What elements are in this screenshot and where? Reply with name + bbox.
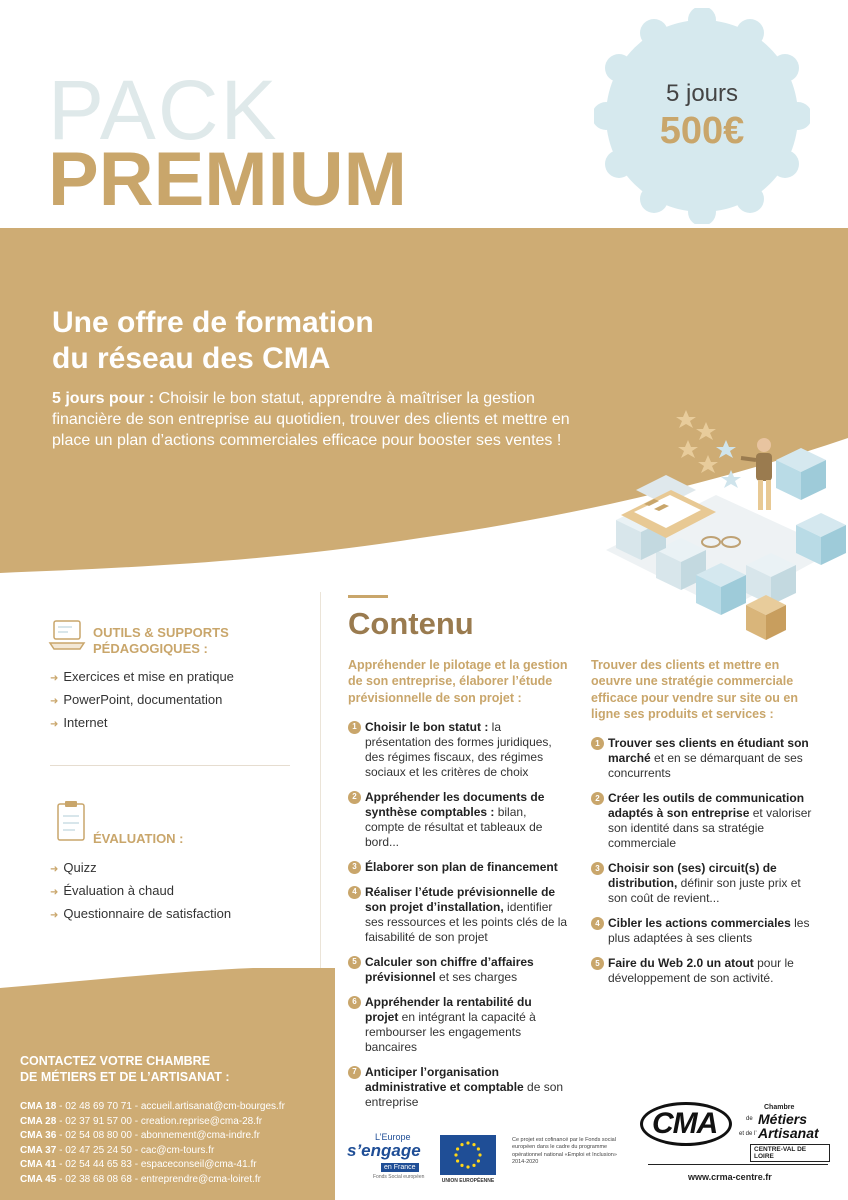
item-rest: en intégrant la capacité à rembourser les engagements bancaires	[365, 1009, 536, 1054]
contact-row	[20, 1100, 285, 1115]
item-bold: Choisir le bon statut :	[365, 719, 489, 734]
logo-underline	[648, 1164, 828, 1165]
content-column-1	[348, 657, 568, 1110]
item-text	[365, 790, 568, 850]
tools-item	[50, 665, 234, 688]
title-pack: PACK	[48, 63, 279, 157]
sidebar-divider	[50, 765, 290, 766]
list-item	[348, 860, 568, 875]
number-badge: 2	[591, 792, 604, 805]
number-badge: 1	[348, 721, 361, 734]
laptop-icon	[48, 615, 86, 653]
item-text	[365, 720, 568, 780]
contact-code: CMA 36	[20, 1130, 57, 1141]
item-bold: Créer les outils de communication adaptés à son entreprise	[608, 791, 805, 820]
tools-item	[50, 688, 234, 711]
eval-item-label: Quizz	[63, 860, 97, 875]
hero-headline	[52, 305, 374, 377]
item-bold: Appréhender la rentabilité du projet	[365, 994, 532, 1024]
contact-code: CMA 37	[20, 1144, 57, 1156]
badge-days: 5 jours	[665, 79, 739, 107]
funding-note: Ce projet est cofinancé par le Fonds social européen dans le cadre du programme opérationnel national «Emploi et Inclusion» 2014-2020	[512, 1137, 617, 1166]
logo-chambre: Chambre	[764, 1104, 795, 1111]
list-item	[591, 916, 815, 946]
europe-sengage-logo	[345, 1132, 429, 1182]
item-text	[365, 1065, 568, 1110]
list-item	[348, 955, 568, 985]
contact-title-line-2: DE MÉTIERS ET DE L’ARTISANAT :	[20, 1069, 230, 1084]
title-premium: PREMIUM	[48, 137, 407, 222]
item-text	[365, 955, 568, 985]
contact-title-line-1: CONTACTEZ VOTRE CHAMBRE	[20, 1054, 211, 1068]
contact-code: CMA 41	[20, 1159, 57, 1170]
item-text	[365, 860, 558, 875]
list-item	[348, 790, 568, 850]
contact-list	[20, 1100, 285, 1187]
eval-item-label: Questionnaire de satisfaction	[63, 906, 232, 921]
column-2-heading: Trouver des clients et mettre en oeuvre une stratégie commerciale efficace pour vendre sur site ou en ligne ses produits et services :	[591, 658, 799, 721]
eu-flag-logo	[438, 1135, 498, 1187]
list-item	[348, 1065, 568, 1110]
item-bold: Cibler les actions commerciales	[608, 916, 791, 930]
content-column-2	[591, 657, 815, 986]
contact-row	[20, 1144, 285, 1159]
intro-bold: 5 jours pour :	[52, 390, 155, 407]
item-text	[608, 916, 815, 946]
list-item	[591, 791, 815, 851]
arrow-right-icon: ➜	[50, 887, 59, 898]
contact-info: - 02 47 25 24 50 - cac@cm-tours.fr	[56, 1144, 215, 1156]
list-item	[348, 885, 568, 945]
contact-info: - 02 38 68 08 68 - entreprendre@cma-loiret.fr	[56, 1173, 262, 1185]
tools-item	[50, 711, 234, 734]
eval-list	[50, 856, 231, 925]
tools-item-label: PowerPoint, documentation	[63, 692, 223, 707]
item-rest: identifier ses ressources et les points clés de la faisabilité de son projet	[365, 899, 568, 944]
list-item	[591, 956, 815, 986]
logo-artisanat: Artisanat	[758, 1125, 819, 1141]
hero-intro	[52, 389, 592, 451]
item-text	[608, 736, 815, 781]
item-text	[608, 791, 815, 851]
column-1-heading: Appréhender le pilotage et la gestion de son entreprise, élaborer l’étude prévisionnelle de son projet :	[348, 658, 568, 705]
number-badge: 5	[348, 956, 361, 969]
column-divider	[320, 592, 321, 972]
number-badge: 7	[348, 1066, 361, 1079]
item-bold: Trouver ses clients en étudiant son marché	[608, 736, 809, 765]
item-bold: Anticiper l’organisation administrative et comptable	[365, 1064, 524, 1094]
eu-flag-icon	[440, 1135, 496, 1175]
list-item	[591, 736, 815, 781]
eval-title: ÉVALUATION :	[93, 831, 184, 846]
contenu-accent	[348, 595, 388, 598]
contact-code: CMA 28	[20, 1115, 57, 1127]
contact-code: CMA 18	[20, 1101, 57, 1112]
item-rest: les plus adaptées à ses clients	[608, 916, 810, 945]
cma-logo	[640, 1098, 830, 1162]
headline-line-1: Une offre de formation	[52, 306, 374, 339]
logo-metiers: Métiers	[758, 1111, 808, 1127]
eval-item	[50, 902, 231, 925]
europe-line-4: Fonds Social européen	[373, 1174, 425, 1180]
item-bold: Choisir son (ses) circuit(s) de distribution,	[608, 861, 777, 890]
number-badge: 2	[348, 791, 361, 804]
number-badge: 5	[591, 957, 604, 970]
item-rest: de son entreprise	[365, 1079, 564, 1109]
eu-label: UNION EUROPÉENNE	[441, 1178, 495, 1184]
contenu-title: Contenu	[348, 606, 474, 641]
contact-row	[20, 1115, 285, 1130]
arrow-right-icon: ➜	[50, 696, 59, 707]
contact-code: CMA 45	[20, 1173, 57, 1185]
website-link[interactable]: www.crma-centre.fr	[688, 1172, 772, 1182]
logo-region: CENTRE-VAL DE LOIRE	[750, 1144, 830, 1162]
tools-title: OUTILS & SUPPORTS PÉDAGOGIQUES :	[93, 625, 229, 657]
number-badge: 3	[591, 862, 604, 875]
item-rest: et valoriser son identité dans sa stratégie commerciale	[608, 806, 812, 850]
contact-row	[20, 1129, 285, 1144]
contact-title	[20, 1054, 230, 1085]
tools-item-label: Internet	[63, 715, 108, 730]
badge-price: 500€	[659, 109, 745, 152]
contact-info: - 02 54 08 80 00 - abonnement@cma-indre.fr	[56, 1130, 260, 1141]
number-badge: 4	[348, 886, 361, 899]
arrow-right-icon: ➜	[50, 673, 59, 684]
item-rest: et en se démarquant de ses concurrents	[608, 751, 803, 780]
item-text	[365, 995, 568, 1055]
isometric-illustration	[596, 400, 848, 650]
item-rest: définir son juste prix et son coût de revient...	[608, 876, 801, 905]
number-badge: 4	[591, 917, 604, 930]
item-bold: Élaborer son plan de financement	[365, 859, 558, 874]
list-item	[591, 861, 815, 906]
number-badge: 6	[348, 996, 361, 1009]
contact-info: - 02 54 44 65 83 - espaceconseil@cma-41.fr	[56, 1159, 257, 1170]
list-item	[348, 720, 568, 780]
tools-list	[50, 665, 234, 734]
contact-info: - 02 37 91 57 00 - creation.reprise@cma-28.fr	[56, 1115, 263, 1127]
price-badge	[594, 8, 810, 224]
item-text	[608, 861, 815, 906]
item-text	[608, 956, 815, 986]
europe-line-2: s’engage	[347, 1141, 421, 1160]
intro-text: Choisir le bon statut, apprendre à maîtriser la gestion financière de son entreprise au quotidien, trouver des clients et mettre en place un plan d’actions commerciales efficace pour booster ses ventes !	[52, 390, 570, 449]
eval-item	[50, 879, 231, 902]
europe-line-1: L’Europe	[375, 1132, 411, 1142]
arrow-right-icon: ➜	[50, 864, 59, 875]
number-badge: 1	[591, 737, 604, 750]
arrow-right-icon: ➜	[50, 719, 59, 730]
item-bold: Faire du Web 2.0 un atout	[608, 956, 754, 970]
contact-row	[20, 1158, 285, 1173]
item-rest: la présentation des formes juridiques, des régimes fiscaux, des régimes sociaux et les critères de choix	[365, 719, 552, 779]
tools-item-label: Exercices et mise en pratique	[63, 669, 234, 684]
contact-info: - 02 48 69 70 71 - accueil.artisanat@cm-bourges.fr	[56, 1101, 285, 1112]
eval-item-label: Évaluation à chaud	[63, 883, 174, 898]
eval-item	[50, 856, 231, 879]
arrow-right-icon: ➜	[50, 910, 59, 921]
item-bold: Appréhender les documents de synthèse comptables :	[365, 789, 545, 819]
contact-row	[20, 1173, 285, 1188]
logo-et-de-l: et de l’	[739, 1131, 757, 1137]
item-text	[365, 885, 568, 945]
headline-line-2: du réseau des CMA	[52, 342, 331, 375]
europe-line-3: en France	[381, 1163, 419, 1172]
item-bold: Calculer son chiffre d’affaires prévisionnel	[365, 954, 534, 984]
number-badge: 3	[348, 861, 361, 874]
cma-logo-text: CMA	[652, 1107, 718, 1140]
item-bold: Réaliser l’étude prévisionnelle de son projet d’installation,	[365, 884, 556, 914]
list-item	[348, 995, 568, 1055]
item-rest: bilan, compte de résultat et tableaux de bord...	[365, 804, 543, 849]
item-rest: et ses charges	[435, 969, 518, 984]
item-rest: pour le développement de son activité.	[608, 956, 794, 985]
logo-de: de	[746, 1116, 753, 1122]
clipboard-icon	[55, 800, 89, 844]
